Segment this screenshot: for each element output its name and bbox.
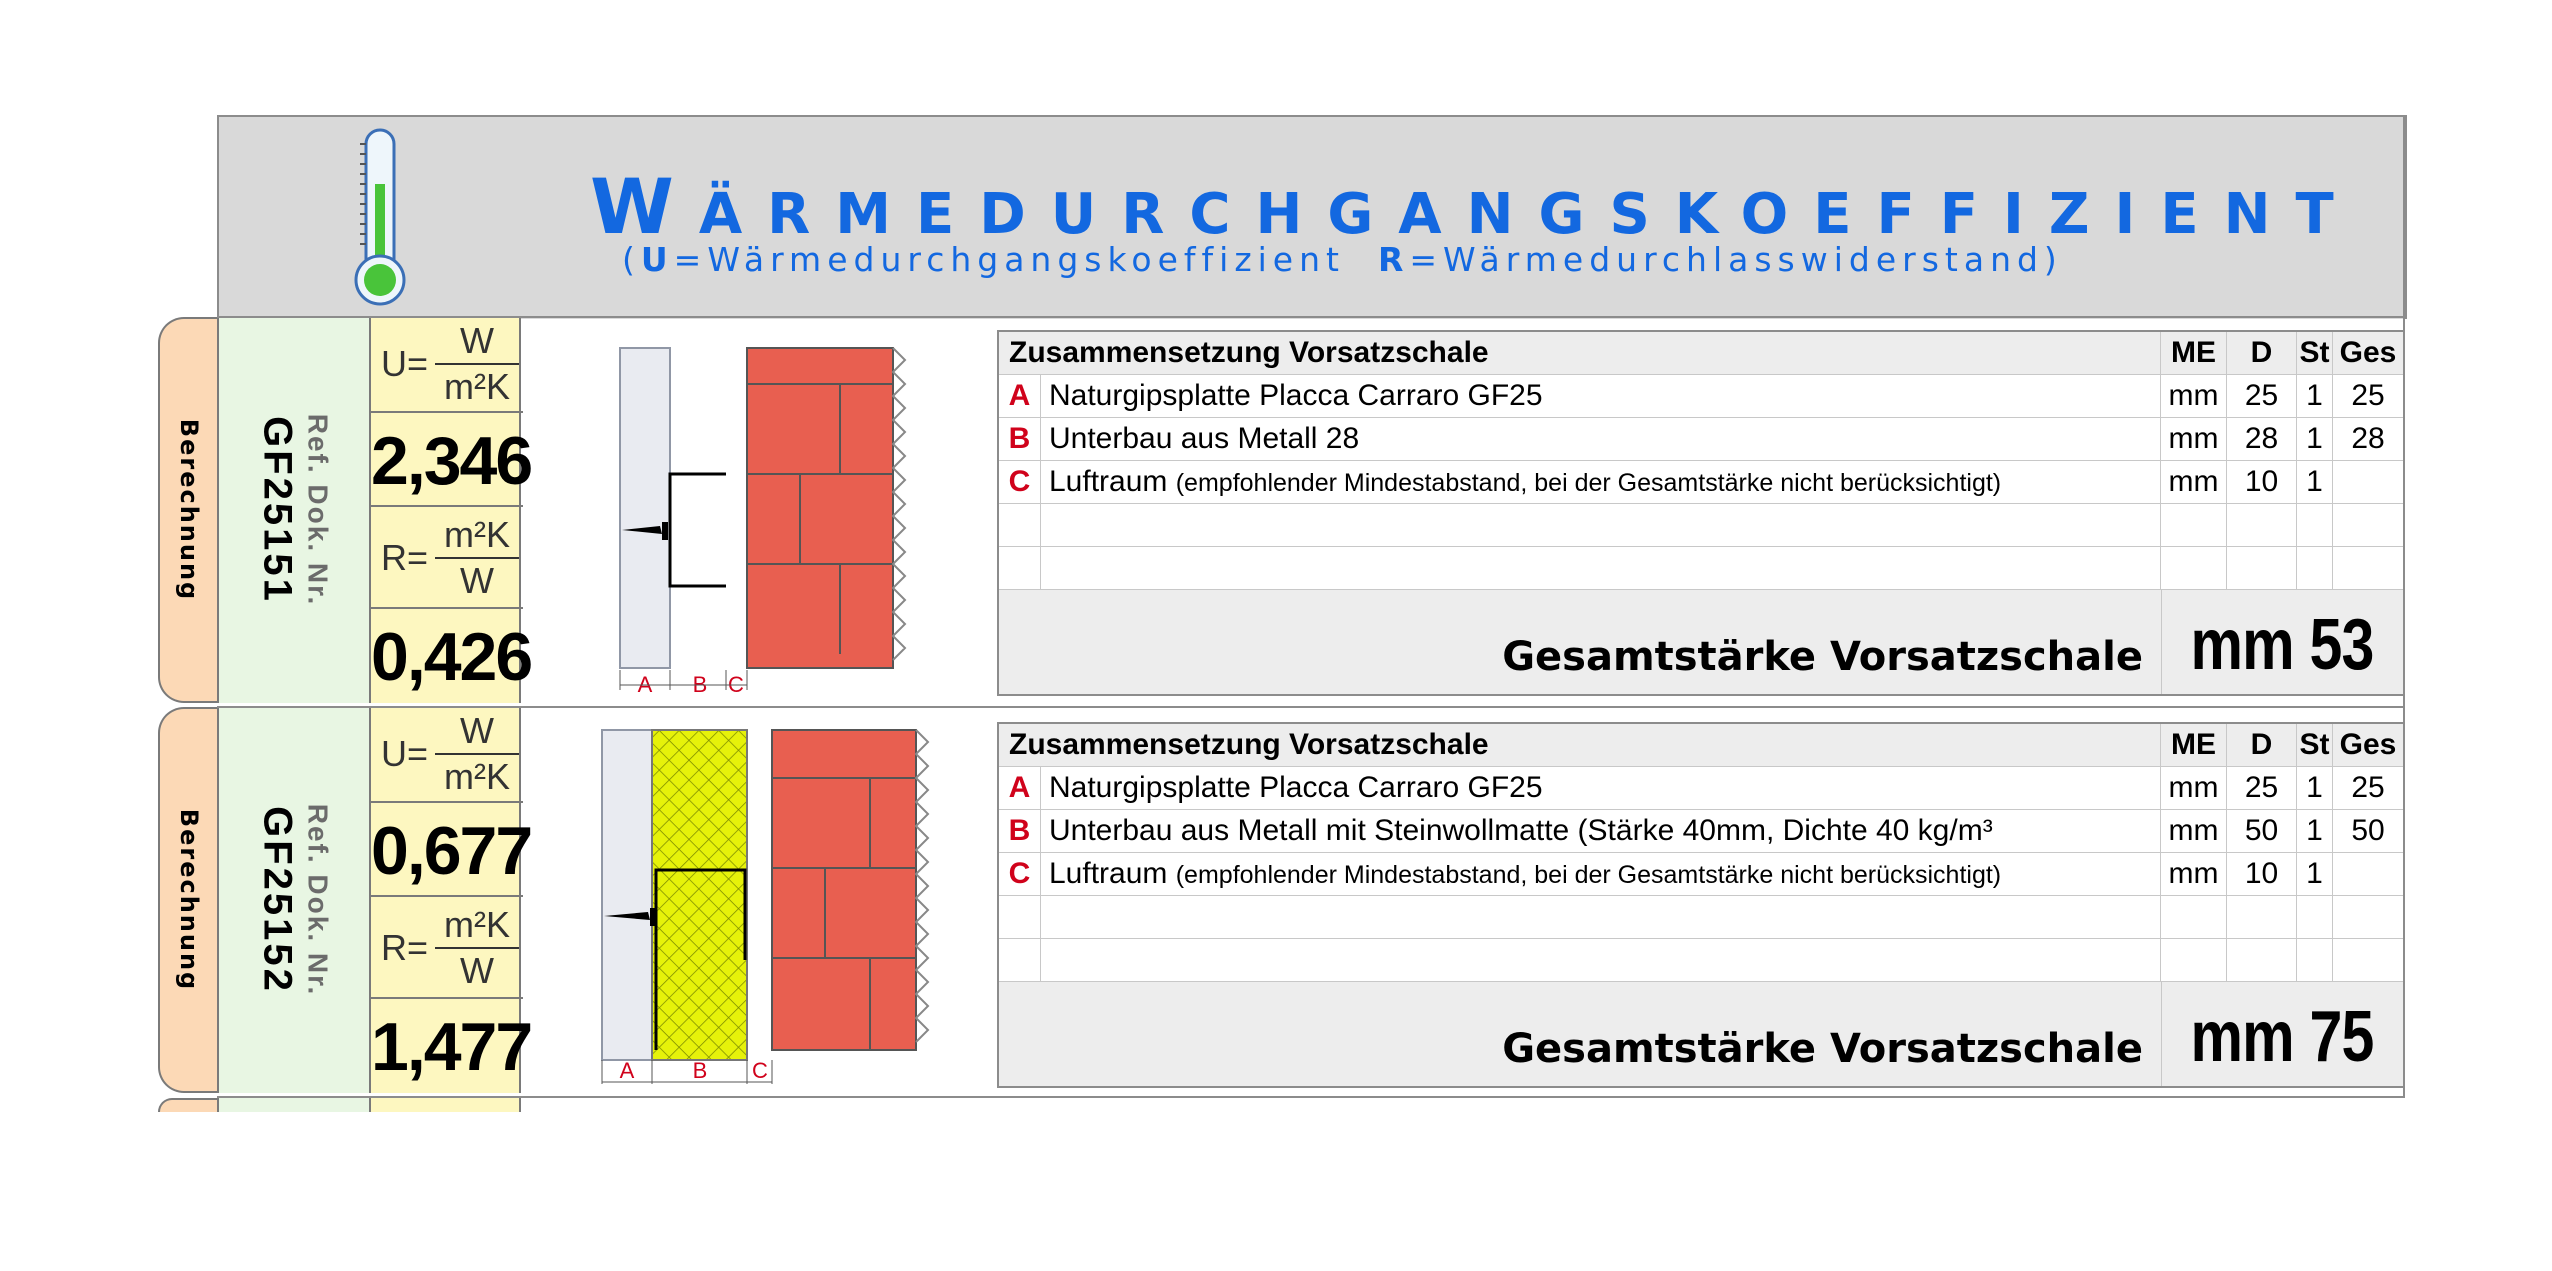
r-unit-numerator: m²K [435, 903, 519, 949]
row-separator [217, 1096, 2405, 1098]
composition-table [997, 722, 2405, 1088]
row-description [1041, 461, 2161, 503]
row-letter: C [999, 461, 1041, 503]
subtitle-open: ( [622, 240, 641, 279]
page-subtitle [622, 240, 2063, 279]
table-header-row [999, 724, 2403, 767]
row-letter: A [999, 375, 1041, 417]
row-description [1041, 810, 2161, 852]
row-letter: B [999, 810, 1041, 852]
row-ges: 28 [2351, 422, 2385, 455]
row-description [1041, 375, 2161, 417]
row-st: 1 [2297, 853, 2333, 895]
row-description-text: Luftraum [1049, 465, 1168, 498]
row-description [1041, 853, 2161, 895]
row-d: 25 [2227, 375, 2297, 417]
table-row [999, 418, 2403, 461]
row-d: 50 [2227, 810, 2297, 852]
right-border [2403, 115, 2405, 1098]
next-ref-edge [217, 1098, 369, 1112]
column-header-ges: Ges [2339, 728, 2397, 761]
row-ges: 50 [2351, 814, 2385, 847]
reference-code: GF25151 [255, 416, 300, 604]
r-unit-numerator: m²K [435, 513, 519, 559]
column-header-ges: Ges [2339, 336, 2397, 369]
r-label: R= [381, 537, 429, 578]
reference-label: Ref. Dok. Nr. [302, 803, 334, 997]
thermometer-icon [340, 124, 420, 310]
title-initial: W [590, 162, 699, 251]
row-st: 1 [2297, 810, 2333, 852]
row-me: mm [2161, 767, 2227, 809]
reference-code: GF25152 [255, 806, 300, 994]
row-me: mm [2161, 461, 2227, 503]
diagram-label-b: B [692, 1058, 708, 1083]
row-d: 10 [2227, 853, 2297, 895]
column-header-d: D [2227, 332, 2297, 374]
table-header-row [999, 332, 2403, 375]
calculation-tab-label: Berechnung [175, 418, 203, 602]
u-label: U= [381, 733, 429, 774]
column-header-d: D [2227, 724, 2297, 766]
u-formula [371, 707, 523, 801]
subtitle-r: R [1377, 240, 1410, 279]
row-separator [217, 706, 2405, 708]
reference-label: Ref. Dok. Nr. [302, 413, 334, 607]
row-description [1041, 767, 2161, 809]
row-description-text: Unterbau aus Metall 28 [1049, 422, 1360, 455]
reference-panel [217, 707, 369, 1093]
table-row [999, 853, 2403, 896]
row-description-note: (empfohlender Mindestabstand, bei der Gesamtstärke nicht berücksichtigt) [1175, 469, 2002, 497]
column-header-description: Zusammensetzung Vorsatzschale [999, 332, 2161, 374]
row-ges: 25 [2351, 771, 2385, 804]
next-values-edge [369, 1098, 521, 1112]
table-row [999, 461, 2403, 504]
diagram-label-b: B [692, 672, 708, 697]
row-st: 1 [2297, 767, 2333, 809]
row-me: mm [2161, 810, 2227, 852]
r-unit-denominator: W [460, 950, 494, 991]
subtitle-u: U [640, 240, 674, 279]
values-panel [369, 317, 532, 703]
u-formula [371, 317, 523, 411]
table-row [999, 810, 2403, 853]
column-header-description: Zusammensetzung Vorsatzschale [999, 724, 2161, 766]
r-unit-denominator: W [460, 560, 494, 601]
total-value: mm 75 [2190, 997, 2374, 1077]
row-me: mm [2161, 375, 2227, 417]
row-st: 1 [2297, 375, 2333, 417]
column-header-me: ME [2161, 332, 2227, 374]
total-label: Gesamtstärke Vorsatzschale [1502, 1026, 2143, 1072]
row-description [1041, 418, 2161, 460]
row-separator [217, 316, 2405, 318]
row-ges [2333, 853, 2403, 895]
calculation-tab[interactable] [158, 707, 218, 1093]
row-description-text: Luftraum [1049, 857, 1168, 890]
row-me: mm [2161, 418, 2227, 460]
row-d: 28 [2227, 418, 2297, 460]
row-description-text: Naturgipsplatte Placca Carraro GF25 [1049, 771, 1543, 804]
next-tab-edge [158, 1098, 218, 1112]
row-ges [2333, 461, 2403, 503]
total-row [999, 590, 2403, 694]
row-description-text: Unterbau aus Metall mit Steinwollmatte (Stärke 40mm, Dichte 40 kg/m³ [1049, 814, 1993, 847]
u-value: 0,677 [371, 801, 523, 897]
row-description-text: Naturgipsplatte Placca Carraro GF25 [1049, 379, 1543, 412]
table-row-empty [999, 504, 2403, 547]
wall-section-diagram-insulated [590, 720, 950, 1090]
row-letter: B [999, 418, 1041, 460]
column-header-st: St [2297, 724, 2333, 766]
u-label: U= [381, 343, 429, 384]
diagram-label-c: C [752, 1058, 768, 1083]
values-panel [369, 707, 532, 1093]
u-value: 2,346 [371, 411, 523, 507]
row-me: mm [2161, 853, 2227, 895]
row-letter: A [999, 767, 1041, 809]
calculation-tab[interactable] [158, 317, 218, 703]
total-row [999, 982, 2403, 1086]
reference-panel [217, 317, 369, 703]
table-row-empty [999, 896, 2403, 939]
column-header-st: St [2297, 332, 2333, 374]
composition-table [997, 330, 2405, 696]
row-d: 10 [2227, 461, 2297, 503]
table-row-empty [999, 547, 2403, 590]
diagram-label-c: C [728, 672, 744, 697]
r-value: 1,477 [371, 997, 523, 1093]
wall-section-diagram [600, 340, 920, 700]
total-value: mm 53 [2190, 605, 2374, 685]
u-unit-numerator: W [435, 319, 519, 365]
row-ges: 25 [2351, 379, 2385, 412]
subtitle-r-text: =Wärmedurchlasswiderstand) [1409, 240, 2063, 279]
u-unit-numerator: W [435, 709, 519, 755]
diagram-label-a: A [619, 1058, 635, 1083]
page-title [590, 162, 2359, 251]
u-unit-denominator: m²K [444, 756, 510, 797]
r-value: 0,426 [371, 607, 523, 703]
diagram-label-a: A [637, 672, 653, 697]
table-row-empty [999, 939, 2403, 982]
r-formula [371, 901, 523, 995]
r-formula [371, 511, 523, 605]
row-description-note: (empfohlender Mindestabstand, bei der Gesamtstärke nicht berücksichtigt) [1175, 861, 2002, 889]
row-st: 1 [2297, 418, 2333, 460]
r-label: R= [381, 927, 429, 968]
subtitle-u-text: =Wärmedurchgangskoeffizient [673, 240, 1345, 279]
table-row [999, 375, 2403, 418]
row-letter: C [999, 853, 1041, 895]
u-unit-denominator: m²K [444, 366, 510, 407]
row-d: 25 [2227, 767, 2297, 809]
row-st: 1 [2297, 461, 2333, 503]
column-header-me: ME [2161, 724, 2227, 766]
total-label: Gesamtstärke Vorsatzschale [1502, 634, 2143, 680]
title-rest: ÄRMEDURCHGANGSKOEFFIZIENT [698, 182, 2359, 247]
table-row [999, 767, 2403, 810]
calculation-tab-label: Berechnung [175, 808, 203, 992]
